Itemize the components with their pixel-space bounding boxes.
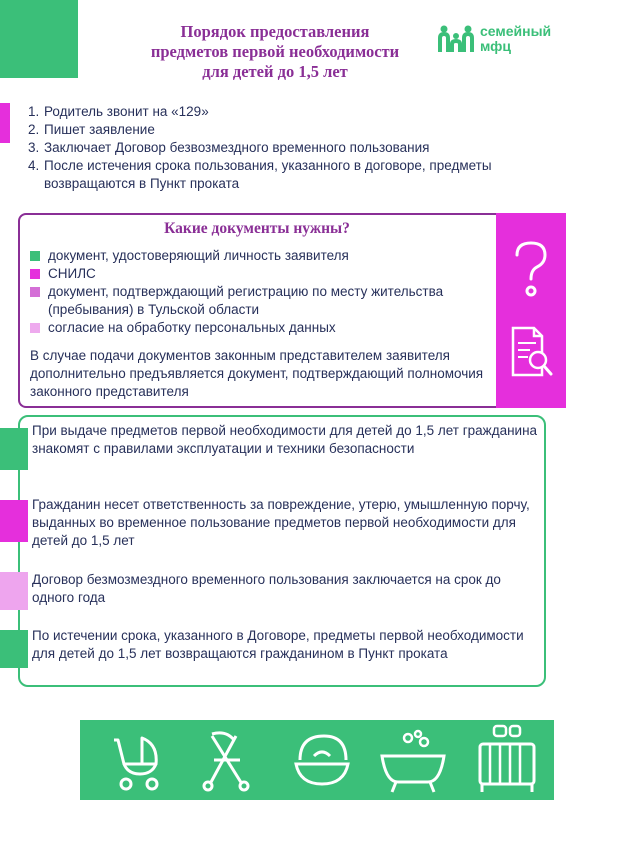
rule-marker — [0, 428, 28, 470]
documents-note: В случае подачи документов законным представителем заявителя дополнительно предъявляется документ, подтверждающий полномочия законного представителя — [30, 348, 484, 399]
list-item: СНИЛС — [30, 265, 490, 283]
bullet-square — [30, 269, 40, 279]
steps-list — [28, 103, 588, 193]
rule-text: Договор безмозмездного временного пользования заключается на срок до одного года — [32, 572, 501, 605]
logo: семейный мфц — [438, 22, 568, 56]
rule-text: При выдаче предметов первой необходимости для детей до 1,5 лет гражданина знакомят с правилами эксплуатации и техники безопасности — [32, 423, 538, 456]
list-item: документ, удостоверяющий личность заявителя — [30, 247, 490, 265]
rule-marker — [0, 630, 28, 668]
corner-square-green — [0, 0, 78, 78]
footer-icons-bar — [80, 720, 554, 800]
crib-icon — [472, 722, 542, 796]
documents-list — [30, 247, 490, 337]
rule-marker — [0, 572, 28, 610]
document-search-icon — [510, 325, 554, 379]
buggy-icon — [192, 726, 262, 796]
steps-marker — [0, 103, 10, 143]
list-item: 1. Родитель звонит на «129» — [28, 104, 209, 119]
stroller-icon — [100, 726, 170, 796]
rule-marker — [0, 500, 28, 542]
bullet-square — [30, 287, 40, 297]
list-item: документ, подтверждающий регистрацию по месту жительства (пребывания) в Тульской области — [30, 283, 490, 319]
family-logo-icon — [438, 24, 476, 54]
question-icon — [509, 239, 553, 303]
documents-side-panel — [496, 213, 566, 408]
list-item: 4. После истечения срока пользования, указанного в договоре, предметы возвращаются в Пункт проката — [28, 158, 492, 191]
rule-text: Гражданин несет ответственность за повреждение, утерю, умышленную порчу, выданных во временное пользование предметов первой необходимости для детей до 1,5 лет — [32, 497, 530, 548]
rule-text: По истечении срока, указанного в Договоре, предметы первой необходимости для детей до 1,5 лет возвращаются гражданином в Пункт проката — [32, 628, 524, 661]
bullet-square — [30, 251, 40, 261]
baby-bath-icon — [378, 726, 448, 796]
list-item: 3. Заключает Договор безвозмездного временного пользования — [28, 140, 430, 155]
bullet-square — [30, 323, 40, 333]
list-item: 2. Пишет заявление — [28, 122, 155, 137]
documents-title: Какие документы нужны? — [164, 220, 350, 237]
page-title: Порядок предоставления предметов первой необходимости для детей до 1,5 лет — [150, 22, 400, 81]
list-item: согласие на обработку персональных данных — [30, 319, 490, 337]
car-seat-icon — [286, 726, 356, 796]
